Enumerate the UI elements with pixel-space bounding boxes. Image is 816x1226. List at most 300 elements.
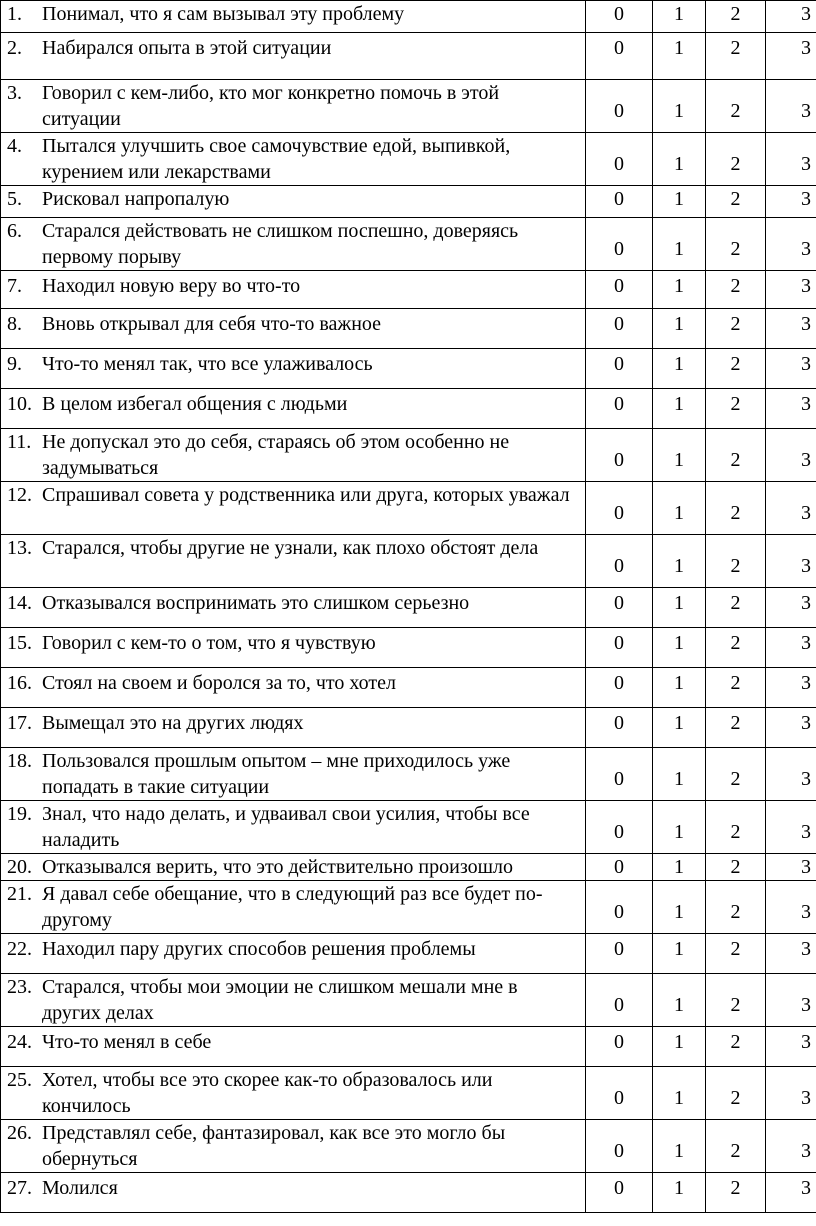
question-cell [1,33,586,80]
answer-option-value: 2 [730,632,741,654]
question-cell [1,218,586,271]
answer-option-2[interactable] [706,974,766,1027]
question-text: Отказывался воспринимать это слишком серьезно [42,592,470,614]
answer-option-1[interactable] [653,1120,706,1173]
answer-option-1[interactable] [653,934,706,974]
answer-option-value: 3 [801,712,811,734]
answer-option-0[interactable] [586,309,653,349]
question-number: 4. [7,135,22,157]
answer-option-3[interactable] [766,934,816,974]
question-row [1,881,816,934]
question-cell [1,1067,586,1120]
question-number: 15. [7,632,32,654]
answer-option-value: 1 [674,1087,684,1109]
answer-option-1[interactable] [653,482,706,535]
question-cell [1,1120,586,1173]
answer-option-value: 2 [730,768,741,790]
answer-option-1[interactable] [653,1067,706,1120]
answer-option-3[interactable] [766,708,816,748]
answer-option-1[interactable] [653,133,706,186]
answer-option-1[interactable] [653,349,706,389]
answer-option-value: 2 [730,502,741,524]
question-cell [1,429,586,482]
answer-option-0[interactable] [586,482,653,535]
answer-option-1[interactable] [653,1173,706,1213]
answer-option-value: 1 [674,393,684,415]
answer-option-1[interactable] [653,309,706,349]
question-row [1,668,816,708]
answer-option-0[interactable] [586,748,653,801]
answer-option-value: 2 [730,592,741,614]
answer-option-value: 3 [801,238,811,260]
answer-option-value: 3 [801,188,811,210]
answer-option-value: 0 [614,994,624,1016]
answer-option-0[interactable] [586,349,653,389]
answer-option-value: 3 [801,502,811,524]
answer-option-value: 2 [730,938,741,960]
question-text: Не допускал это до себя, стараясь об этом особенно не задумываться [42,431,510,479]
answer-option-1[interactable] [653,668,706,708]
answer-option-value: 3 [801,275,811,297]
answer-option-value: 2 [730,3,741,25]
answer-option-3[interactable] [766,1,816,33]
answer-option-0[interactable] [586,33,653,80]
question-row [1,588,816,628]
answer-option-3[interactable] [766,218,816,271]
answer-option-2[interactable] [706,482,766,535]
answer-option-3[interactable] [766,186,816,218]
question-cell [1,349,586,389]
answer-option-2[interactable] [706,271,766,309]
answer-option-value: 0 [614,856,624,878]
question-cell [1,1,586,33]
question-number: 27. [7,1177,32,1199]
answer-option-value: 1 [674,1177,684,1199]
question-text: Вымещал это на других людях [42,712,304,734]
question-number: 13. [7,537,32,559]
question-cell [1,1027,586,1067]
question-cell [1,186,586,218]
answer-option-0[interactable] [586,1120,653,1173]
question-number: 21. [7,883,32,905]
question-cell [1,708,586,748]
answer-option-value: 1 [674,768,684,790]
answer-option-value: 0 [614,313,624,335]
answer-option-value: 3 [801,153,811,175]
answer-option-1[interactable] [653,1027,706,1067]
question-number: 8. [7,313,22,335]
question-text: Понимал, что я сам вызывал эту проблему [42,3,405,25]
answer-option-value: 2 [730,901,741,923]
answer-option-value: 2 [730,856,741,878]
question-text: Находил пару других способов решения проблемы [42,938,476,960]
question-number: 9. [7,353,22,375]
answer-option-2[interactable] [706,708,766,748]
answer-option-3[interactable] [766,1067,816,1120]
answer-option-value: 0 [614,153,624,175]
answer-option-value: 0 [614,1031,624,1053]
answer-option-3[interactable] [766,1027,816,1067]
question-row [1,218,816,271]
answer-option-value: 1 [674,1031,684,1053]
answer-option-0[interactable] [586,1,653,33]
answer-option-value: 2 [730,100,741,122]
question-number: 7. [7,275,22,297]
question-row [1,801,816,854]
answer-option-value: 0 [614,555,624,577]
answer-option-1[interactable] [653,535,706,588]
answer-option-3[interactable] [766,628,816,668]
question-row [1,271,816,309]
answer-option-0[interactable] [586,708,653,748]
question-row [1,186,816,218]
question-text: Знал, что надо делать, и удваивал свои усилия, чтобы все наладить [42,803,530,851]
answer-option-value: 0 [614,632,624,654]
answer-option-value: 1 [674,856,684,878]
question-number: 26. [7,1122,32,1144]
answer-option-value: 0 [614,938,624,960]
answer-option-value: 1 [674,238,684,260]
answer-option-value: 3 [801,1140,811,1162]
answer-option-value: 2 [730,555,741,577]
answer-option-value: 0 [614,37,624,59]
answer-option-2[interactable] [706,218,766,271]
question-row [1,535,816,588]
answer-option-value: 2 [730,712,741,734]
answer-option-0[interactable] [586,1067,653,1120]
answer-option-3[interactable] [766,1120,816,1173]
question-row [1,1173,816,1213]
answer-option-value: 3 [801,938,811,960]
question-number: 6. [7,220,22,242]
answer-option-2[interactable] [706,748,766,801]
answer-option-value: 3 [801,1031,811,1053]
question-number: 5. [7,188,22,210]
answer-option-3[interactable] [766,748,816,801]
answer-option-value: 1 [674,592,684,614]
answer-option-value: 0 [614,100,624,122]
answer-option-0[interactable] [586,1173,653,1213]
question-row [1,934,816,974]
answer-option-value: 1 [674,502,684,524]
question-text: Старался действовать не слишком поспешно, доверяясь первому порыву [42,220,519,268]
answer-option-value: 0 [614,768,624,790]
answer-option-value: 3 [801,393,811,415]
question-cell [1,668,586,708]
answer-option-3[interactable] [766,588,816,628]
answer-option-2[interactable] [706,628,766,668]
answer-option-value: 3 [801,672,811,694]
question-row [1,708,816,748]
answer-option-0[interactable] [586,1027,653,1067]
question-cell [1,1173,586,1213]
answer-option-0[interactable] [586,881,653,934]
answer-option-0[interactable] [586,429,653,482]
answer-option-value: 0 [614,353,624,375]
question-cell [1,588,586,628]
answer-option-value: 3 [801,37,811,59]
question-text: Представлял себе, фантазировал, как все это могло бы обернуться [42,1122,506,1170]
answer-option-value: 3 [801,994,811,1016]
question-row [1,389,816,429]
answer-option-value: 1 [674,313,684,335]
answer-option-value: 2 [730,1087,741,1109]
question-cell [1,801,586,854]
answer-option-value: 1 [674,632,684,654]
answer-option-value: 1 [674,555,684,577]
answer-option-value: 1 [674,1140,684,1162]
answer-option-2[interactable] [706,1173,766,1213]
question-row [1,349,816,389]
answer-option-2[interactable] [706,1,766,33]
answer-option-1[interactable] [653,881,706,934]
answer-option-1[interactable] [653,748,706,801]
question-number: 10. [7,393,32,415]
answer-option-0[interactable] [586,218,653,271]
answer-option-0[interactable] [586,133,653,186]
answer-option-value: 1 [674,994,684,1016]
answer-option-1[interactable] [653,218,706,271]
question-cell [1,271,586,309]
answer-option-2[interactable] [706,668,766,708]
question-row [1,429,816,482]
answer-option-value: 3 [801,1087,811,1109]
question-row [1,748,816,801]
answer-option-value: 1 [674,153,684,175]
answer-option-value: 2 [730,1177,741,1199]
answer-option-1[interactable] [653,186,706,218]
answer-option-1[interactable] [653,628,706,668]
answer-option-3[interactable] [766,271,816,309]
answer-option-value: 1 [674,275,684,297]
answer-option-2[interactable] [706,588,766,628]
question-number: 25. [7,1069,32,1091]
answer-option-3[interactable] [766,429,816,482]
question-number: 11. [7,431,32,453]
answer-option-value: 1 [674,901,684,923]
answer-option-2[interactable] [706,429,766,482]
question-text: Хотел, чтобы все это скорее как-то образовалось или кончилось [42,1069,493,1117]
answer-option-value: 0 [614,901,624,923]
answer-option-value: 3 [801,592,811,614]
answer-option-2[interactable] [706,186,766,218]
question-cell [1,309,586,349]
answer-option-3[interactable] [766,854,816,881]
answer-option-0[interactable] [586,271,653,309]
question-cell [1,535,586,588]
question-number: 23. [7,976,32,998]
answer-option-0[interactable] [586,588,653,628]
question-cell [1,389,586,429]
question-row [1,1,816,33]
question-text: Стоял на своем и боролся за то, что хотел [42,672,396,694]
answer-option-1[interactable] [653,33,706,80]
answer-option-3[interactable] [766,668,816,708]
answer-option-1[interactable] [653,974,706,1027]
answer-option-value: 1 [674,449,684,471]
answer-option-0[interactable] [586,974,653,1027]
answer-option-value: 3 [801,821,811,843]
answer-option-value: 3 [801,632,811,654]
answer-option-value: 1 [674,353,684,375]
question-text: Отказывался верить, что это действительно произошло [42,856,513,878]
answer-option-0[interactable] [586,668,653,708]
answer-option-value: 0 [614,672,624,694]
question-text: Говорил с кем-либо, кто мог конкретно помочь в этой ситуации [42,82,500,130]
answer-option-value: 3 [801,100,811,122]
question-text: Говорил с кем-то о том, что я чувствую [42,632,376,654]
answer-option-value: 2 [730,353,741,375]
answer-option-value: 0 [614,449,624,471]
question-cell [1,748,586,801]
question-row [1,974,816,1027]
question-number: 1. [7,3,22,25]
answer-option-value: 0 [614,238,624,260]
answer-option-value: 0 [614,821,624,843]
question-number: 20. [7,856,32,878]
answer-option-3[interactable] [766,974,816,1027]
answer-option-value: 3 [801,901,811,923]
answer-option-3[interactable] [766,80,816,133]
answer-option-value: 2 [730,153,741,175]
answer-option-value: 1 [674,3,684,25]
question-text: Набирался опыта в этой ситуации [42,37,332,59]
answer-option-2[interactable] [706,80,766,133]
question-number: 18. [7,750,32,772]
answer-option-2[interactable] [706,349,766,389]
answer-option-value: 2 [730,821,741,843]
answer-option-2[interactable] [706,133,766,186]
answer-option-value: 2 [730,449,741,471]
answer-option-value: 0 [614,592,624,614]
answer-option-value: 1 [674,712,684,734]
question-row [1,1067,816,1120]
answer-option-value: 2 [730,275,741,297]
answer-option-value: 3 [801,555,811,577]
question-cell [1,881,586,934]
answer-option-1[interactable] [653,854,706,881]
answer-option-2[interactable] [706,389,766,429]
question-row [1,133,816,186]
answer-option-0[interactable] [586,186,653,218]
answer-option-3[interactable] [766,133,816,186]
answer-option-value: 1 [674,188,684,210]
question-number: 19. [7,803,32,825]
answer-option-1[interactable] [653,80,706,133]
answer-option-value: 0 [614,502,624,524]
question-number: 3. [7,82,22,104]
answer-option-value: 2 [730,188,741,210]
question-text: Что-то менял в себе [42,1031,212,1053]
answer-option-0[interactable] [586,535,653,588]
answer-option-value: 3 [801,768,811,790]
question-number: 22. [7,938,32,960]
question-number: 12. [7,484,32,506]
answer-option-3[interactable] [766,33,816,80]
answer-option-value: 2 [730,1140,741,1162]
answer-option-3[interactable] [766,881,816,934]
answer-option-0[interactable] [586,801,653,854]
answer-option-2[interactable] [706,934,766,974]
answer-option-0[interactable] [586,934,653,974]
question-text: Вновь открывал для себя что-то важное [42,313,382,335]
answer-option-0[interactable] [586,80,653,133]
answer-option-0[interactable] [586,854,653,881]
answer-option-1[interactable] [653,588,706,628]
answer-option-0[interactable] [586,389,653,429]
answer-option-3[interactable] [766,349,816,389]
answer-option-2[interactable] [706,1120,766,1173]
answer-option-3[interactable] [766,535,816,588]
answer-option-1[interactable] [653,271,706,309]
question-cell [1,482,586,535]
question-cell [1,934,586,974]
answer-option-2[interactable] [706,881,766,934]
question-text: Пытался улучшить свое самочувствие едой, выпивкой, курением или лекарствами [42,135,511,183]
answer-option-value: 2 [730,672,741,694]
question-text: Находил новую веру во что-то [42,275,301,297]
question-cell [1,974,586,1027]
answer-option-1[interactable] [653,389,706,429]
answer-option-3[interactable] [766,482,816,535]
answer-option-3[interactable] [766,309,816,349]
question-text: Спрашивал совета у родственника или друга, которых уважал [42,484,570,506]
answer-option-value: 3 [801,449,811,471]
answer-option-value: 1 [674,821,684,843]
answer-option-value: 0 [614,393,624,415]
question-cell [1,80,586,133]
answer-option-value: 1 [674,100,684,122]
answer-option-2[interactable] [706,801,766,854]
answer-option-2[interactable] [706,854,766,881]
question-row [1,309,816,349]
answer-option-value: 2 [730,313,741,335]
answer-option-value: 1 [674,938,684,960]
answer-option-2[interactable] [706,33,766,80]
answer-option-value: 1 [674,672,684,694]
answer-option-2[interactable] [706,1067,766,1120]
answer-option-value: 2 [730,994,741,1016]
answer-option-2[interactable] [706,1027,766,1067]
answer-option-1[interactable] [653,1,706,33]
answer-option-3[interactable] [766,389,816,429]
answer-option-1[interactable] [653,801,706,854]
answer-option-3[interactable] [766,801,816,854]
answer-option-3[interactable] [766,1173,816,1213]
question-cell [1,133,586,186]
answer-option-0[interactable] [586,628,653,668]
answer-option-value: 0 [614,1140,624,1162]
answer-option-value: 3 [801,313,811,335]
answer-option-2[interactable] [706,535,766,588]
answer-option-2[interactable] [706,309,766,349]
answer-option-value: 3 [801,353,811,375]
answer-option-1[interactable] [653,708,706,748]
answer-option-1[interactable] [653,429,706,482]
answer-option-value: 2 [730,1031,741,1053]
answer-option-value: 1 [674,37,684,59]
answer-option-value: 2 [730,37,741,59]
answer-option-value: 2 [730,238,741,260]
question-text: Старался, чтобы мои эмоции не слишком мешали мне в других делах [42,976,518,1024]
answer-option-value: 3 [801,856,811,878]
question-text: Пользовался прошлым опытом – мне приходилось уже попадать в такие ситуации [42,750,511,798]
answer-option-value: 0 [614,188,624,210]
question-row [1,1120,816,1173]
answer-option-value: 0 [614,275,624,297]
questionnaire-rows [1,1,816,1213]
question-text: В целом избегал общения с людьми [42,393,348,415]
